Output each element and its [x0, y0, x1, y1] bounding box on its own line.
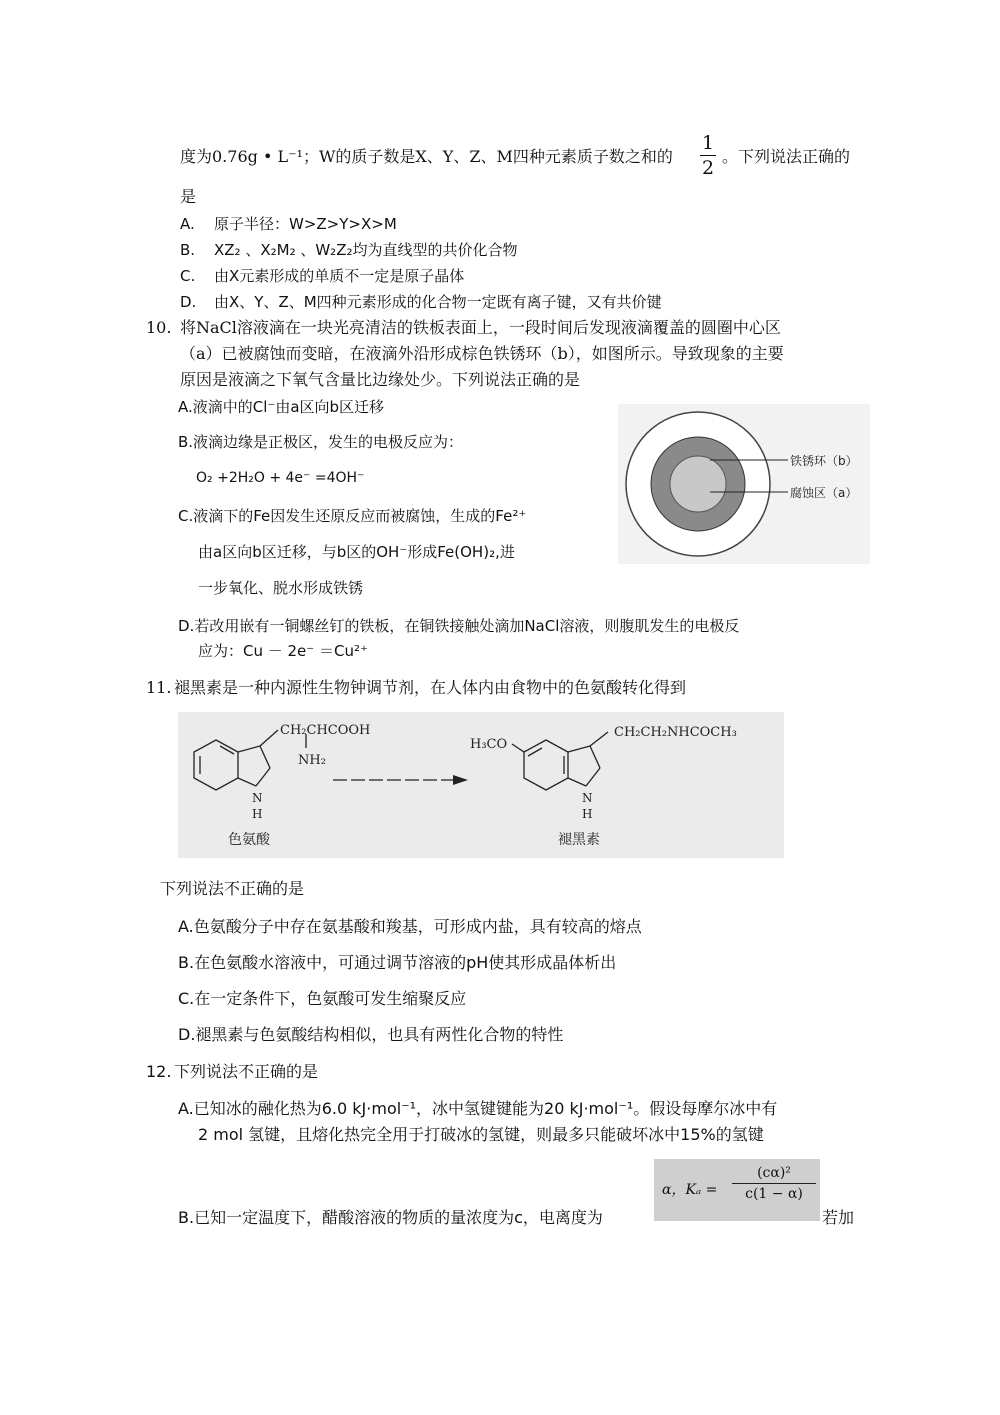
- tryptophan-name: 色氨酸: [228, 832, 270, 848]
- q12-number: 12.: [146, 1062, 172, 1081]
- q11-stem: 褪黑素是一种内源性生物钟调节剂，在人体内由食物中的色氨酸转化得到: [174, 678, 687, 697]
- q9-option-d-key: D.: [180, 293, 197, 311]
- methoxy-group: H₃CO: [470, 737, 508, 752]
- arrow-head: [453, 775, 468, 785]
- q9-option-a-key: A.: [180, 215, 195, 233]
- q10-option-d-line2: 应为：Cu － 2e⁻ ＝Cu²⁺: [198, 642, 368, 660]
- label-corrosion-zone: 腐蚀区（a）: [790, 486, 858, 500]
- q10-option-b: B.液滴边缘是正极区，发生的电极反应为：: [178, 433, 464, 451]
- melatonin-name: 褪黑素: [558, 832, 600, 848]
- q12-option-b-tail: 若加: [822, 1208, 855, 1227]
- q9-line2: 是: [180, 187, 197, 206]
- q12-option-a-line1: A.已知冰的融化热为6.0 kJ·mol⁻¹，冰中氢键键能为20 kJ·mol⁻¹。假设每摩尔冰中有: [178, 1099, 778, 1118]
- q11-option-b: B.在色氨酸水溶液中，可通过调节溶液的pH使其形成晶体析出: [178, 953, 617, 972]
- corrosion-zone-a: [670, 456, 726, 512]
- formula-numerator: (cα)²: [757, 1165, 791, 1181]
- tryptophan-amine: NH₂: [298, 753, 326, 768]
- q11-option-a: A.色氨酸分子中存在氨基酸和羧基，可形成内盐，具有较高的熔点: [178, 917, 642, 936]
- reaction-scheme: [178, 712, 784, 858]
- q10-option-b-equation: O₂ +2H₂O + 4e⁻ =4OH⁻: [196, 470, 365, 486]
- q10-option-c-line1: C.液滴下的Fe因发生还原反应而被腐蚀，生成的Fe²⁺: [178, 507, 527, 525]
- q10-option-a: A.液滴中的Cl⁻由a区向b区迁移: [178, 398, 385, 416]
- tryptophan-n: N: [252, 791, 263, 805]
- label-rust-ring: 铁锈环（b）: [790, 454, 858, 468]
- q11-option-c: C.在一定条件下，色氨酸可发生缩聚反应: [178, 989, 467, 1008]
- q12-option-b: B.已知一定温度下，醋酸溶液的物质的量浓度为c，电离度为: [178, 1208, 603, 1227]
- formula-fraction: [732, 1165, 816, 1202]
- q11-substem: 下列说法不正确的是: [160, 879, 305, 898]
- melatonin-n: N: [582, 791, 593, 805]
- q9-line1-tail: 。下列说法正确的: [722, 147, 851, 166]
- melatonin-h: H: [582, 807, 593, 821]
- q11-option-d: D.褪黑素与色氨酸结构相似，也具有两性化合物的特性: [178, 1025, 564, 1044]
- q10-number: 10.: [146, 318, 172, 337]
- tryptophan-structure: [194, 730, 306, 790]
- corrosion-ring-figure: [618, 404, 870, 564]
- q10-stem-line2: （a）已被腐蚀而变暗，在液滴外沿形成棕色铁锈环（b），如图所示。导致现象的主要: [180, 344, 784, 363]
- q9-frac-num: 1: [701, 132, 715, 154]
- q12-option-a-line2: 2 mol 氢键，且熔化热完全用于打破冰的氢键，则最多只能破坏冰中15%的氢键: [198, 1125, 764, 1144]
- q9-option-d-text: 由X、Y、Z、M四种元素形成的化合物一定既有离子键，又有共价键: [214, 293, 662, 311]
- formula-denominator: c(1 − α): [745, 1186, 803, 1202]
- q9-line1: 度为0.76g • L⁻¹；W的质子数是X、Y、Z、M四种元素质子数之和的: [180, 147, 673, 166]
- q10-stem-line1: 将NaCl溶液滴在一块光亮清洁的铁板表面上，一段时间后发现液滴覆盖的圆圈中心区: [180, 318, 781, 337]
- melatonin-structure: [512, 732, 608, 790]
- q9-option-b-key: B.: [180, 241, 196, 259]
- q10-option-d-line1: D.若改用嵌有一铜螺丝钉的铁板，在铜铁接触处滴加NaCl溶液，则腹肌发生的电极反: [178, 617, 740, 635]
- q9-option-a-text: 原子半径：W>Z>Y>X>M: [214, 215, 397, 233]
- ionization-formula-image: [654, 1159, 820, 1221]
- q9-option-c-text: 由X元素形成的单质不一定是原子晶体: [214, 267, 465, 285]
- q9-fraction: [700, 132, 716, 179]
- formula-left: α，Kₐ =: [662, 1182, 718, 1198]
- q9-option-b-text: XZ₂ 、X₂M₂ 、W₂Z₂均为直线型的共价化合物: [214, 241, 518, 259]
- tryptophan-h: H: [252, 807, 263, 821]
- q11-number: 11.: [146, 678, 172, 697]
- q10-option-c-line3: 一步氧化、脱水形成铁锈: [198, 579, 364, 597]
- corrosion-ring-diagram: [618, 404, 870, 564]
- q9-option-c-key: C.: [180, 267, 196, 285]
- melatonin-side-chain: CH₂CH₂NHCOCH₃: [614, 725, 737, 740]
- q10-stem-line3: 原因是液滴之下氧气含量比边缘处少。下列说法正确的是: [180, 370, 581, 389]
- tryptophan-melatonin-figure: [178, 712, 784, 858]
- q12-stem: 下列说法不正确的是: [174, 1062, 319, 1081]
- tryptophan-side-chain: CH₂CHCOOH: [280, 723, 371, 738]
- q10-option-c-line2: 由a区向b区迁移，与b区的OH⁻形成Fe(OH)₂,进: [198, 543, 515, 561]
- q9-frac-den: 2: [701, 157, 715, 179]
